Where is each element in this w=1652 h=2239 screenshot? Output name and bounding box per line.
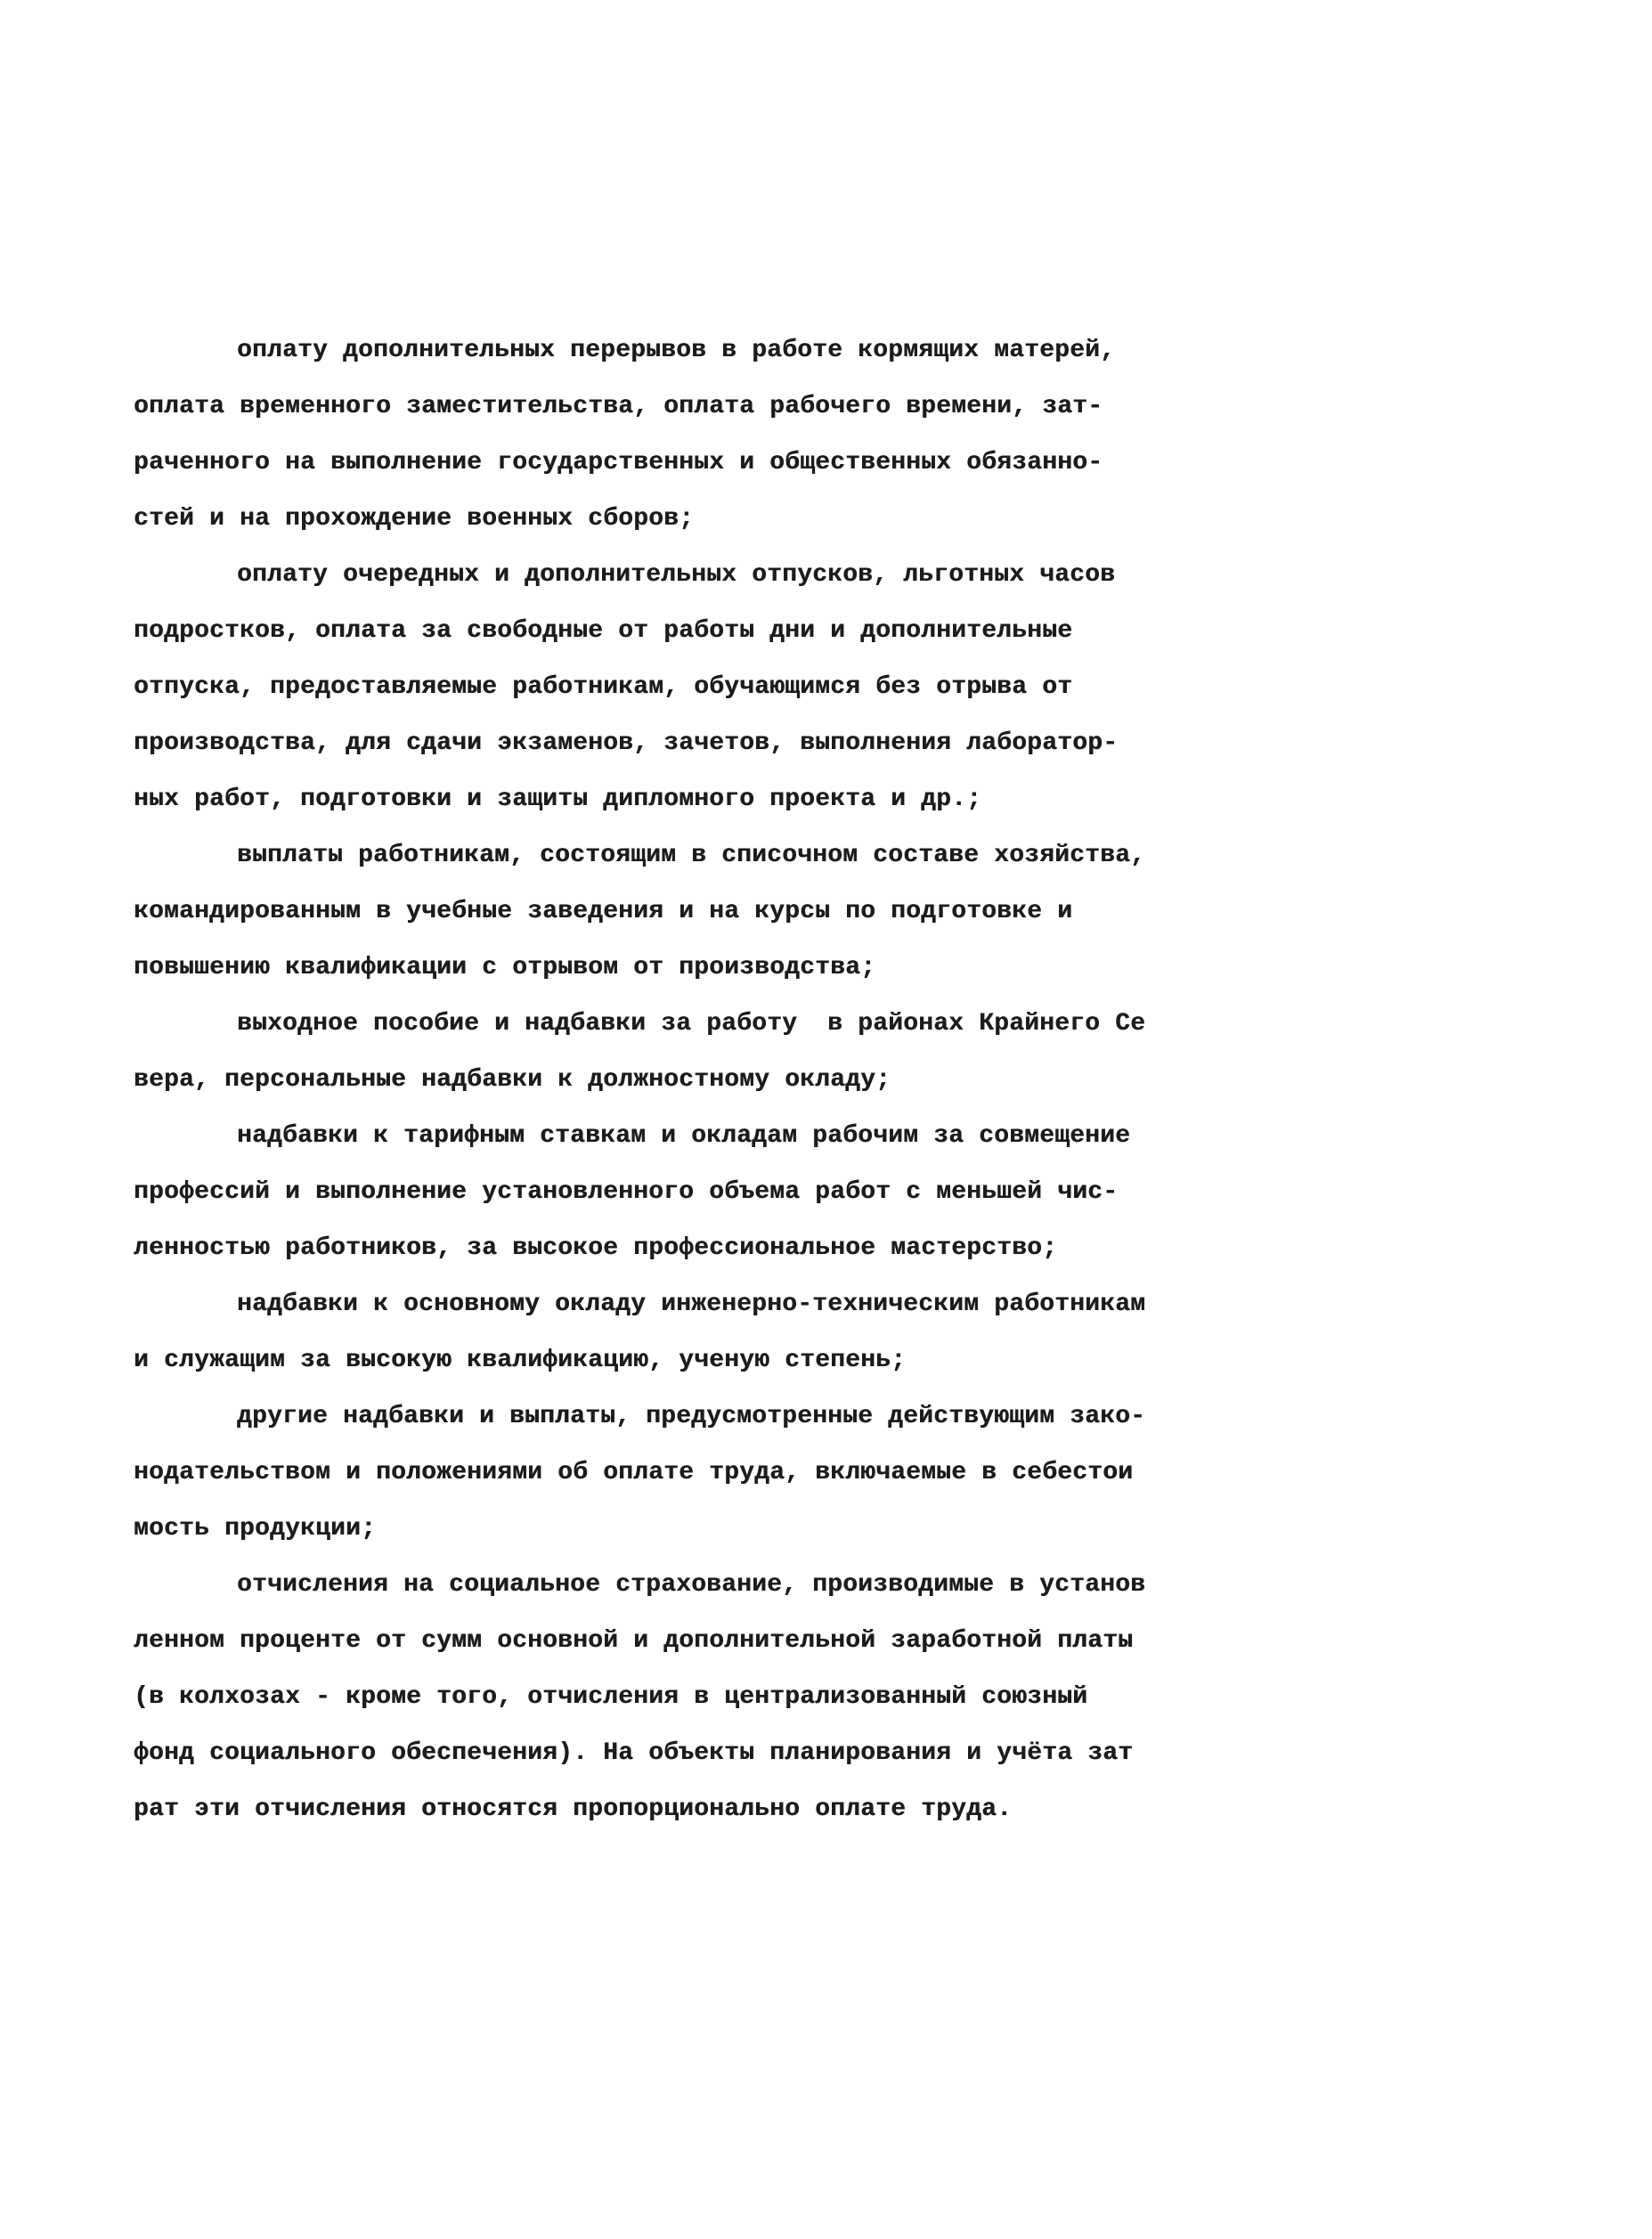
text-line: выплаты работникам, состоящим в списочном составе хозяйства, <box>237 842 1146 869</box>
text-line: оплату очередных и дополнительных отпусков, льготных часов <box>237 561 1116 589</box>
text-line: нодательством и положениями об оплате труда, включаемые в себестои <box>134 1459 1134 1486</box>
text-line: мость продукции; <box>134 1515 377 1543</box>
text-line: отчисления на социальное страхование, производимые в установ <box>237 1571 1146 1599</box>
text-line: оплату дополнительных перерывов в работе кормящих матерей, <box>237 337 1116 364</box>
document-body <box>134 322 1265 1837</box>
text-line: ных работ, подготовки и защиты дипломного проекта и др.; <box>134 786 982 813</box>
text-line: надбавки к тарифным ставкам и окладам рабочим за совмещение <box>237 1122 1131 1150</box>
text-line: подростков, оплата за свободные от работы дни и дополнительные <box>134 617 1073 645</box>
text-line: ленностью работников, за высокое профессиональное мастерство; <box>134 1234 1058 1262</box>
text-line: (в колхозах - кроме того, отчисления в централизованный союзный <box>134 1683 1088 1711</box>
text-line: производства, для сдачи экзаменов, зачетов, выполнения лаборатор- <box>134 729 1119 757</box>
text-line: рат эти отчисления относятся пропорционально оплате труда. <box>134 1795 1013 1823</box>
text-line: повышению квалификации с отрывом от производства; <box>134 954 876 981</box>
text-line: надбавки к основному окладу инженерно-техническим работникам <box>237 1290 1146 1318</box>
text-line: оплата временного заместительства, оплата рабочего времени, зат- <box>134 393 1103 420</box>
text-line: командированным в учебные заведения и на курсы по подготовке и <box>134 898 1073 925</box>
text-line: стей и на прохождение военных сборов; <box>134 505 695 533</box>
text-line: фонд социального обеспечения). На объекты планирования и учёта зат <box>134 1739 1134 1767</box>
text-line: и служащим за высокую квалификацию, ученую степень; <box>134 1347 907 1374</box>
text-line: ленном проценте от сумм основной и дополнительной заработной платы <box>134 1627 1134 1655</box>
text-line: выходное пособие и надбавки за работу в районах Крайнего Се <box>237 1010 1146 1038</box>
text-line: профессий и выполнение установленного объема работ с меньшей чис- <box>134 1178 1119 1206</box>
text-line: другие надбавки и выплаты, предусмотренные действующим зако- <box>237 1403 1146 1430</box>
text-line: раченного на выполнение государственных и общественных обязанно- <box>134 449 1103 476</box>
text-line: отпуска, предоставляемые работникам, обучающимся без отрыва от <box>134 673 1073 701</box>
text-line: вера, персональные надбавки к должностному окладу; <box>134 1066 891 1094</box>
